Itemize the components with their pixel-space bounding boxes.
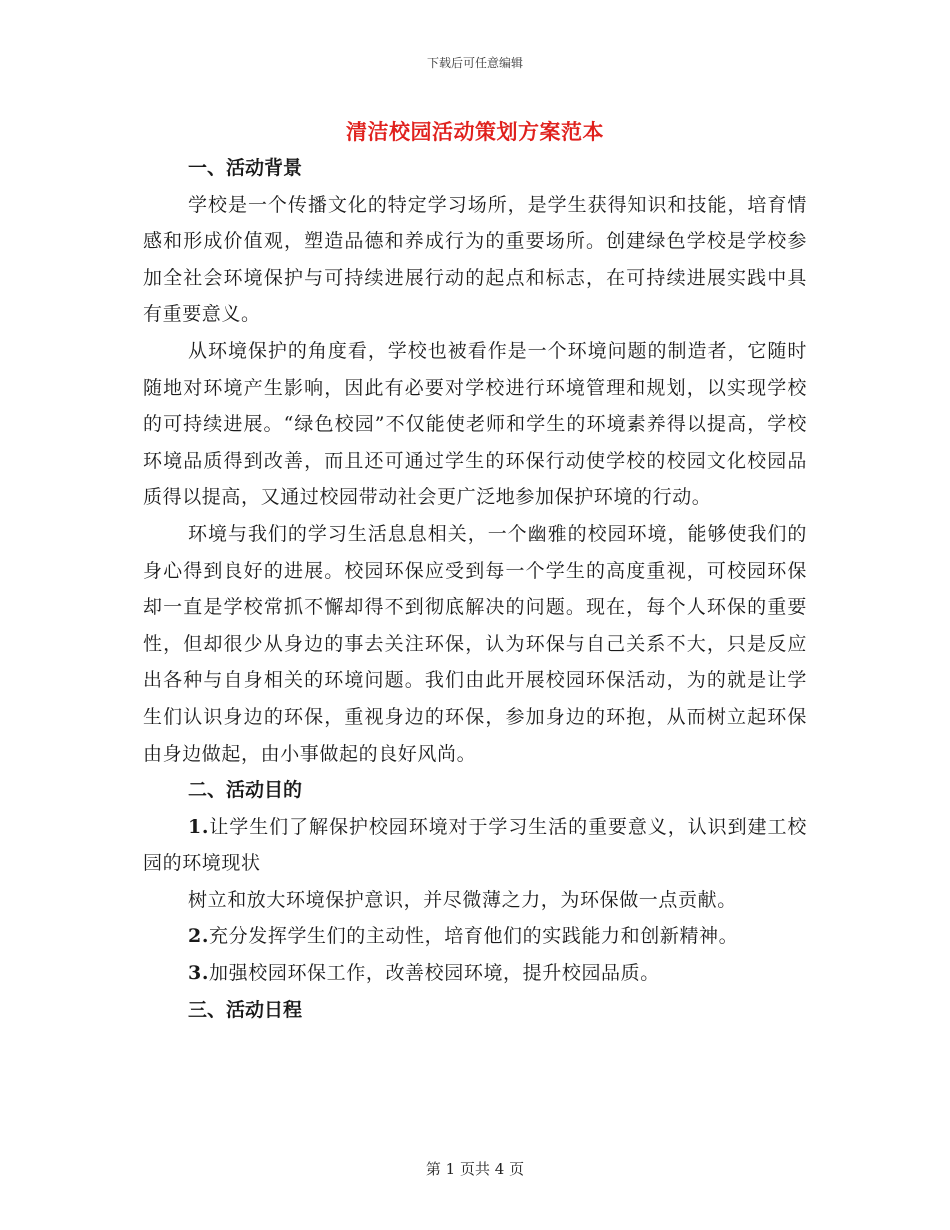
list-number: 2. [188,925,210,948]
list-text: 让学生们了解保护校园环境对于学习生活的重要意义，认识到建工校园的环境现状 [143,815,807,875]
page-footer: 第 1 页共 4 页 [425,1160,525,1178]
section-heading-purpose: 二、活动目的 [188,779,303,802]
paragraph: 学校是一个传播文化的特定学习场所，是学生获得知识和技能，培育情感和形成价值观，塑造品德和养成行为的重要场所。创建绿色学校是学校参加全社会环境保护与可持续进展行动的起点和标志，在可持续进展实践中具有重要意义。 [143,193,807,326]
list-item [143,918,807,955]
page-header-note: 下载后可任意编辑 [426,56,523,70]
section-heading-background: 一、活动背景 [188,157,303,179]
list-number: 3. [188,962,210,985]
paragraph: 环境与我们的学习生活息息相关，一个幽雅的校园环境，能够使我们的身心得到良好的进展。校园环保应受到每一个学生的高度重视，可校园环保却一直是学校常抓不懈却得不到彻底解决的问题。现在，每个人环保的重要性，但却很少从身边的事去关注环保，认为环保与自己关系不大，只是反应出各种与自身相关的环境问题。我们由此开展校园环保活动，为的就是让学生们认识身边的环保，重视身边的环保，参加身边的环抱，从而树立起环保由身边做起，由小事做起的良好风尚。 [143,522,807,765]
list-item [143,809,807,882]
paragraph: 从环境保护的角度看，学校也被看作是一个环境问题的制造者，它随时随地对环境产生影响，因此有必要对学校进行环境管理和规划，以实现学校的可持续进展。“绿色校园”不仅能使老师和学生的环境素养得以提高，学校环境品质得到改善，而且还可通过学生的环保行动使学校的校园文化校园品质得以提高，又通过校园带动社会更广泛地参加保护环境的行动。 [143,339,807,509]
list-text: 加强校园环保工作，改善校园环境，提升校园品质。 [209,962,660,985]
list-text: 充分发挥学生们的主动性，培育他们的实践能力和创新精神。 [209,925,739,948]
section-heading-schedule: 三、活动日程 [188,998,303,1021]
paragraph: 树立和放大环境保护意识，并尽微薄之力，为环保做一点贡献。 [188,888,737,911]
document-body [143,150,807,1028]
list-item [143,955,807,992]
list-number: 1. [188,815,210,838]
document-title: 清洁校园活动策划方案范本 [346,119,604,144]
